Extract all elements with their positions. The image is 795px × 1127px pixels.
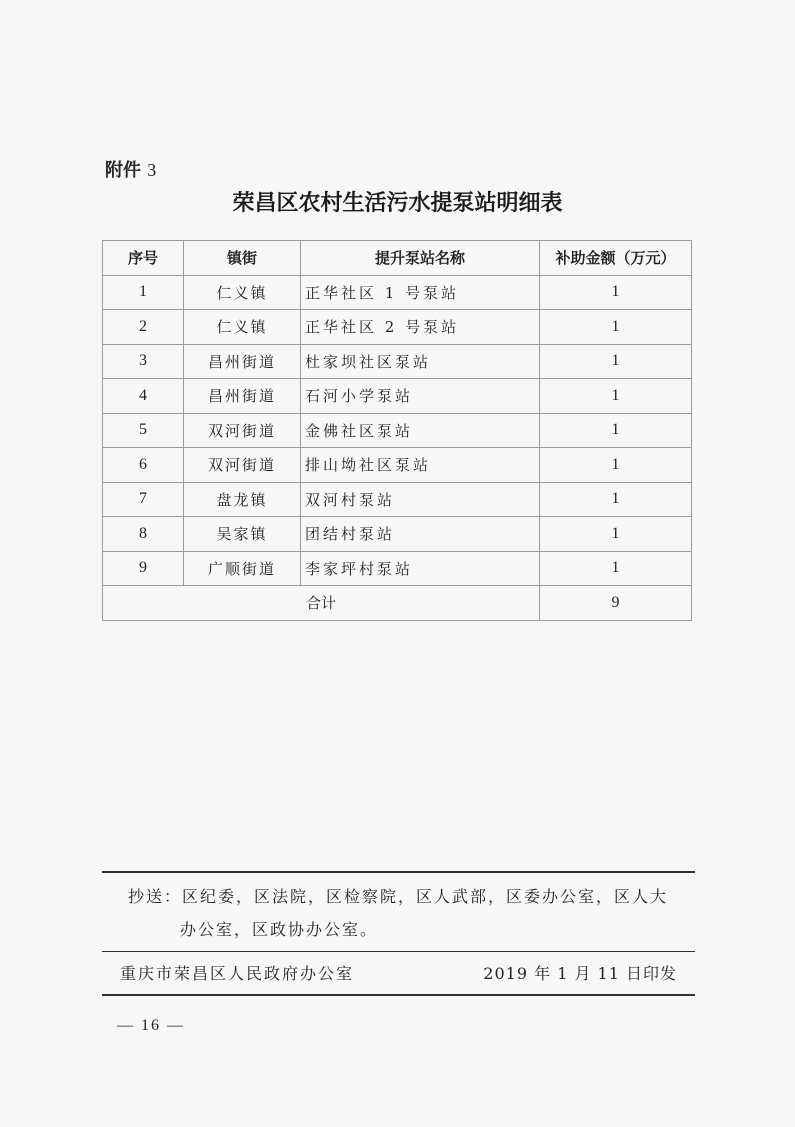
total-label: 合计 xyxy=(103,586,540,621)
row-amount: 1 xyxy=(540,344,692,379)
cc-list xyxy=(128,880,688,946)
table-row xyxy=(103,344,692,379)
header-station: 提升泵站名称 xyxy=(301,241,540,276)
row-station: 金佛社区泵站 xyxy=(301,413,540,448)
table-row xyxy=(103,310,692,345)
row-town: 仁义镇 xyxy=(184,275,301,310)
row-no: 3 xyxy=(103,344,184,379)
row-no: 4 xyxy=(103,379,184,414)
row-town: 吴家镇 xyxy=(184,517,301,552)
row-town: 双河街道 xyxy=(184,448,301,483)
row-station: 双河村泵站 xyxy=(301,482,540,517)
row-amount: 1 xyxy=(540,413,692,448)
table-row xyxy=(103,482,692,517)
row-town: 昌州街道 xyxy=(184,379,301,414)
row-amount: 1 xyxy=(540,448,692,483)
page-title: 荣昌区农村生活污水提泵站明细表 xyxy=(232,191,563,216)
row-station: 杜家坝社区泵站 xyxy=(301,344,540,379)
row-station: 石河小学泵站 xyxy=(301,379,540,414)
row-station: 正华社区 1 号泵站 xyxy=(301,275,540,310)
table-row xyxy=(103,275,692,310)
row-town: 广顺街道 xyxy=(184,551,301,586)
row-station: 正华社区 2 号泵站 xyxy=(301,310,540,345)
table-row xyxy=(103,379,692,414)
row-station: 团结村泵站 xyxy=(301,517,540,552)
row-no: 5 xyxy=(103,413,184,448)
table-header-row xyxy=(103,241,692,276)
attachment-label xyxy=(105,156,156,182)
row-no: 2 xyxy=(103,310,184,345)
total-amount: 9 xyxy=(540,586,692,621)
footer-bottom-rule xyxy=(102,994,695,996)
row-no: 7 xyxy=(103,482,184,517)
table-row xyxy=(103,413,692,448)
cc-line-1: 抄送：区纪委，区法院，区检察院，区人武部，区委办公室，区人大 xyxy=(128,887,669,906)
header-amount: 补助金额（万元） xyxy=(540,241,692,276)
header-no: 序号 xyxy=(103,241,184,276)
row-no: 6 xyxy=(103,448,184,483)
footer-top-rule xyxy=(102,871,695,873)
row-amount: 1 xyxy=(540,310,692,345)
row-amount: 1 xyxy=(540,275,692,310)
row-town: 盘龙镇 xyxy=(184,482,301,517)
row-station: 排山坳社区泵站 xyxy=(301,448,540,483)
table-total-row xyxy=(103,586,692,621)
footer-middle-rule xyxy=(102,951,695,952)
table-row xyxy=(103,551,692,586)
attachment-number: 3 xyxy=(147,160,157,180)
row-town: 昌州街道 xyxy=(184,344,301,379)
issuer: 重庆市荣昌区人民政府办公室 xyxy=(120,964,355,983)
row-no: 1 xyxy=(103,275,184,310)
row-no: 8 xyxy=(103,517,184,552)
row-town: 双河街道 xyxy=(184,413,301,448)
table-row xyxy=(103,517,692,552)
row-amount: 1 xyxy=(540,379,692,414)
page-number: — 16 — xyxy=(117,1017,185,1034)
row-amount: 1 xyxy=(540,551,692,586)
attachment-text: 附件 xyxy=(105,160,141,181)
table-row xyxy=(103,448,692,483)
cc-line-2: 办公室，区政协办公室。 xyxy=(180,920,379,939)
pump-station-table xyxy=(102,240,692,621)
row-amount: 1 xyxy=(540,482,692,517)
row-amount: 1 xyxy=(540,517,692,552)
header-town: 镇街 xyxy=(184,241,301,276)
row-station: 李家坪村泵站 xyxy=(301,551,540,586)
issue-date: 2019 年 1 月 11 日印发 xyxy=(483,964,677,983)
row-town: 仁义镇 xyxy=(184,310,301,345)
row-no: 9 xyxy=(103,551,184,586)
